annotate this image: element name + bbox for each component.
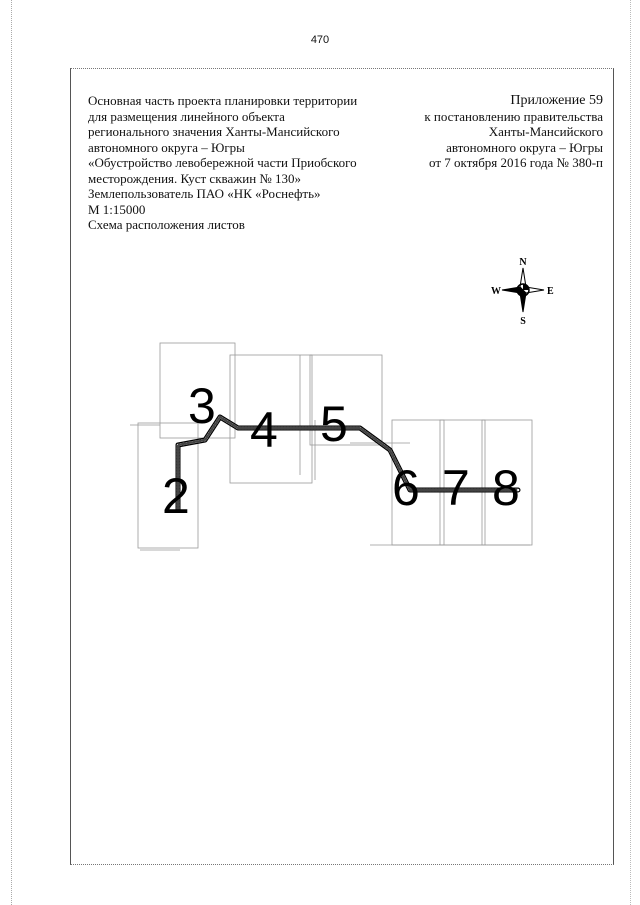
appendix-line: автономного округа – Югры [446, 139, 603, 155]
compass-south-label: S [520, 316, 526, 326]
sheet-number-6: 6 [392, 460, 420, 516]
sheet-number-3: 3 [188, 378, 216, 434]
appendix-date-line: от 7 октября 2016 года № 380-п [429, 155, 603, 170]
title-line: месторождения. Куст скважин № 130» [88, 170, 302, 186]
title-block [88, 93, 388, 233]
title-line: для размещения линейного объекта [88, 108, 285, 124]
scheme-caption: Схема расположения листов [88, 217, 245, 232]
sheet-number-2: 2 [162, 468, 190, 524]
sheet-layout-scheme [120, 335, 540, 560]
title-line: автономного округа – Югры [88, 139, 245, 155]
sheet-number-8: 8 [492, 460, 520, 516]
compass-north-label: N [519, 257, 527, 268]
title-line: Основная часть проекта планировки территории [88, 93, 358, 108]
appendix-block [363, 93, 603, 171]
sheet-number-5: 5 [320, 396, 348, 452]
compass-east-label: E [547, 286, 554, 297]
compass-west-label: W [491, 286, 501, 297]
appendix-line: Ханты-Мансийского [488, 124, 603, 139]
sheet-number-4: 4 [250, 402, 278, 458]
scan-edge-right [630, 0, 631, 905]
scale-line: М 1:15000 [88, 201, 146, 217]
land-user-line: Землепользователь ПАО «НК «Роснефть» [88, 186, 321, 201]
page-number: 470 [310, 34, 330, 46]
appendix-number: Приложение 59 [510, 93, 603, 108]
title-line: «Обустройство левобережной части Приобского [88, 155, 357, 170]
sheet-number-7: 7 [442, 460, 470, 516]
scan-edge-left [11, 0, 12, 905]
appendix-line: к постановлению правительства [424, 108, 603, 124]
title-line: регионального значения Ханты-Мансийского [88, 124, 340, 139]
compass-rose-icon [488, 256, 558, 326]
